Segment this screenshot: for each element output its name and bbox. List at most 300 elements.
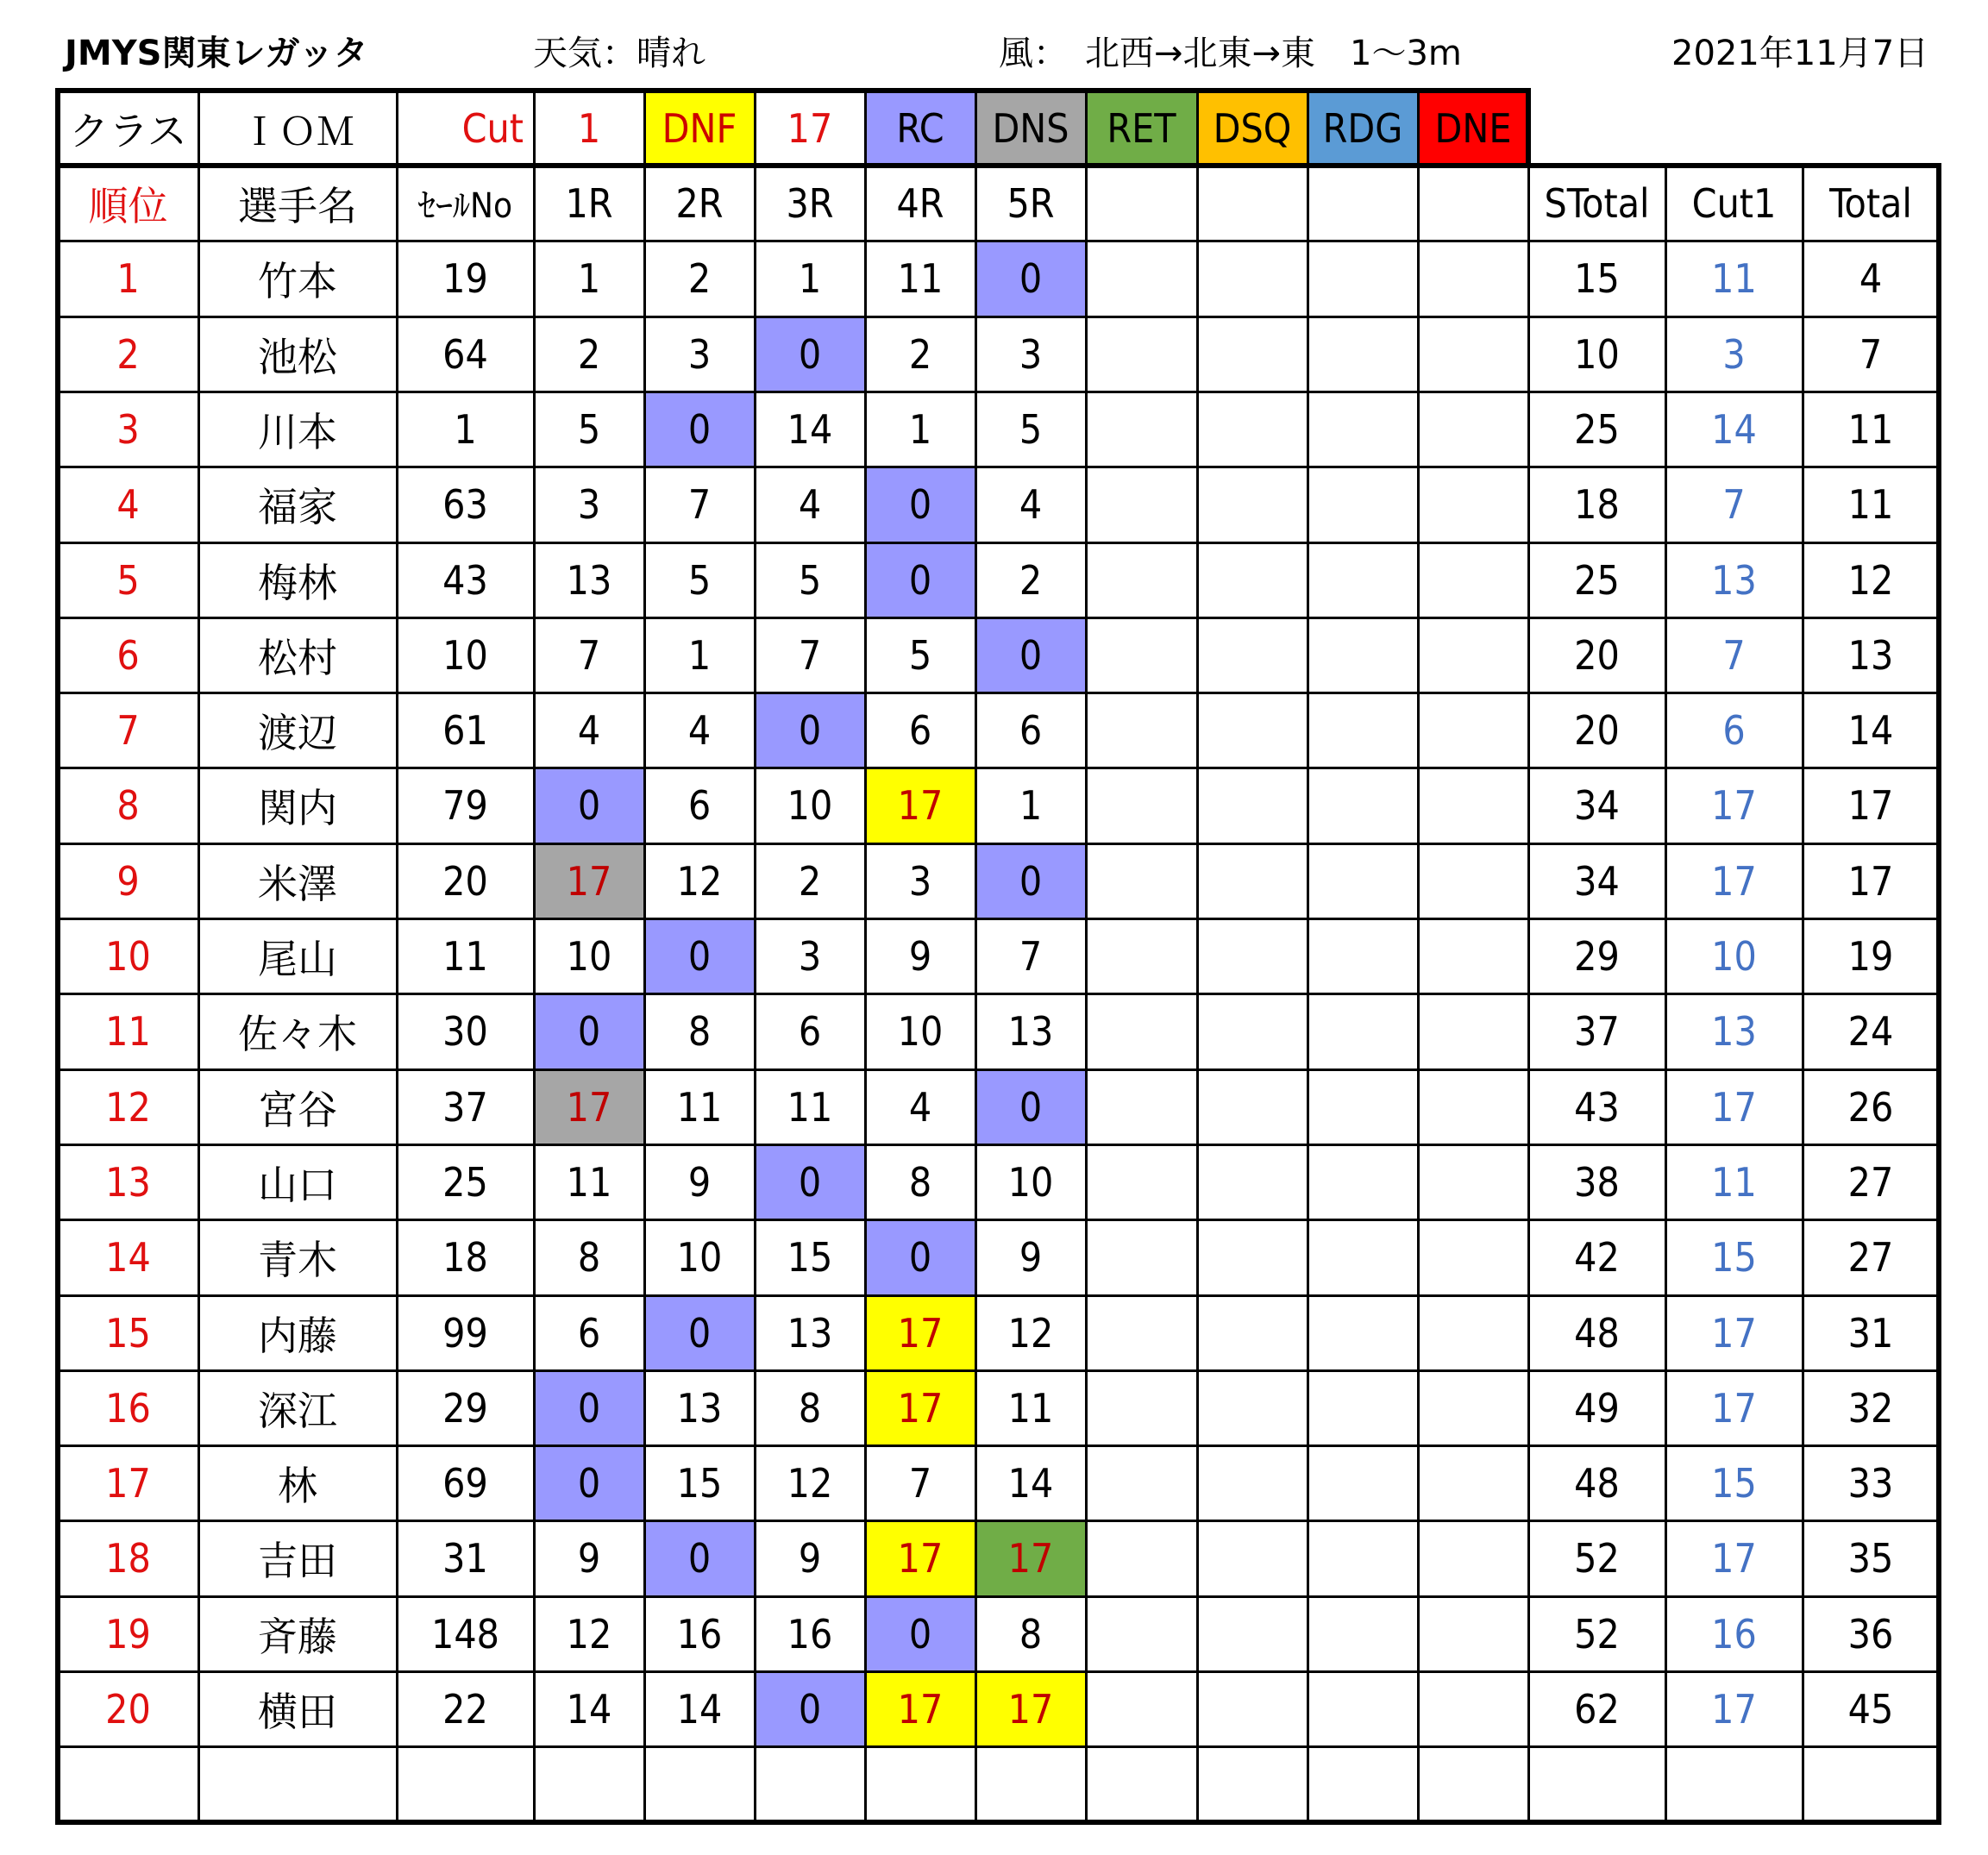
race-score-4: 1 xyxy=(908,405,932,453)
race-score-5: 7 xyxy=(1019,932,1043,980)
cut1-cell: 15 xyxy=(1711,1459,1757,1507)
rank-cell: 5 xyxy=(116,556,140,604)
empty-race-cell xyxy=(1086,316,1197,392)
race-score-5: 4 xyxy=(1019,481,1043,528)
total-cell: 19 xyxy=(1847,932,1894,980)
sail-number: 1 xyxy=(454,405,477,453)
total-cell: 17 xyxy=(1847,857,1894,905)
empty-race-cell xyxy=(1418,1671,1528,1746)
race-score-3: 11 xyxy=(787,1083,833,1131)
race-score-5: 17 xyxy=(975,1520,1086,1596)
cut-label: Cut xyxy=(461,104,524,152)
rank-cell: 15 xyxy=(105,1309,151,1357)
empty-race-cell xyxy=(1308,918,1418,993)
race-score-3: 9 xyxy=(798,1535,822,1582)
legend-divider xyxy=(1085,91,1088,166)
sail-number: 18 xyxy=(442,1234,488,1281)
cut1-cell: 15 xyxy=(1711,1234,1757,1281)
race-score-3: 0 xyxy=(755,316,865,392)
race-score-3: 13 xyxy=(787,1309,833,1357)
empty-race-cell xyxy=(1418,241,1528,316)
empty-race-cell xyxy=(1418,1445,1528,1520)
race-score-2: 12 xyxy=(676,857,723,905)
race-score-3: 7 xyxy=(798,631,822,679)
sail-number: 64 xyxy=(442,330,488,378)
race-score-4: 0 xyxy=(865,542,975,617)
weather-info: 天気：晴れ xyxy=(533,34,706,73)
race-score-5: 10 xyxy=(1007,1158,1054,1206)
empty-race-cell xyxy=(1418,768,1528,843)
race-score-1: 12 xyxy=(566,1610,612,1658)
column-divider xyxy=(643,166,646,1822)
race-score-5: 1 xyxy=(1019,782,1043,829)
sail-number: 11 xyxy=(442,932,488,980)
row-divider xyxy=(55,1069,1941,1071)
rank-cell: 2 xyxy=(116,330,140,378)
sailor-name: 佐々木 xyxy=(238,1011,357,1057)
empty-race-cell xyxy=(1418,316,1528,392)
stotal-cell: 20 xyxy=(1574,631,1620,679)
race-score-5: 11 xyxy=(1007,1384,1054,1432)
empty-race-cell xyxy=(1197,316,1308,392)
race-score-1: 14 xyxy=(566,1685,612,1733)
empty-race-cell xyxy=(1308,241,1418,316)
empty-race-cell xyxy=(1197,1671,1308,1746)
column-header-14: Cut1 xyxy=(1691,179,1777,227)
empty-race-cell xyxy=(1086,241,1197,316)
empty-race-cell xyxy=(1308,1370,1418,1445)
stotal-cell: 15 xyxy=(1574,255,1620,302)
race-score-5: 0 xyxy=(975,1069,1086,1144)
empty-race-cell xyxy=(1086,1219,1197,1295)
column-divider xyxy=(754,166,756,1822)
sailor-name: 斉藤 xyxy=(258,1613,337,1660)
stotal-cell: 48 xyxy=(1574,1459,1620,1507)
race-score-2: 15 xyxy=(676,1459,723,1507)
sail-number: 43 xyxy=(442,556,488,604)
rank-cell: 6 xyxy=(116,631,140,679)
total-cell: 17 xyxy=(1847,782,1894,829)
race-score-1: 7 xyxy=(577,631,601,679)
race-score-2: 2 xyxy=(687,255,712,302)
empty-race-cell xyxy=(1308,316,1418,392)
cut1-cell: 17 xyxy=(1711,782,1757,829)
empty-race-cell xyxy=(1197,993,1308,1069)
race-score-4: 0 xyxy=(865,1596,975,1671)
empty-race-cell xyxy=(1086,617,1197,692)
row-divider xyxy=(55,1445,1941,1447)
column-header-4: 1R xyxy=(565,179,613,227)
race-score-2: 6 xyxy=(687,782,712,829)
total-cell: 35 xyxy=(1847,1535,1894,1582)
total-cell: 36 xyxy=(1847,1610,1894,1658)
race-score-3: 3 xyxy=(798,932,822,980)
column-divider xyxy=(864,166,867,1822)
race-score-5: 17 xyxy=(975,1671,1086,1746)
legend-code-1: DNF xyxy=(644,91,755,166)
race-score-2: 9 xyxy=(687,1158,712,1206)
empty-race-cell xyxy=(1086,1520,1197,1596)
empty-race-cell xyxy=(1197,467,1308,542)
race-score-2: 14 xyxy=(676,1685,723,1733)
legend-divider xyxy=(533,91,536,166)
row-divider xyxy=(55,1144,1941,1146)
empty-race-cell xyxy=(1308,542,1418,617)
stotal-cell: 52 xyxy=(1574,1535,1620,1582)
total-cell: 11 xyxy=(1847,405,1894,453)
sailor-name: 山口 xyxy=(258,1161,337,1208)
empty-race-cell xyxy=(1418,918,1528,993)
rank-cell: 18 xyxy=(105,1535,151,1582)
cut1-cell: 17 xyxy=(1711,1309,1757,1357)
sail-number: 69 xyxy=(442,1459,488,1507)
column-header-3: ｾｰﾙNo xyxy=(418,186,512,227)
total-cell: 4 xyxy=(1859,255,1883,302)
empty-race-cell xyxy=(1418,692,1528,768)
legend-divider xyxy=(396,91,398,166)
rank-cell: 16 xyxy=(105,1384,151,1432)
empty-race-cell xyxy=(1197,1596,1308,1671)
rank-cell: 20 xyxy=(105,1685,151,1733)
total-cell: 27 xyxy=(1847,1158,1894,1206)
empty-race-cell xyxy=(1418,392,1528,467)
stotal-cell: 34 xyxy=(1574,857,1620,905)
cut1-cell: 17 xyxy=(1711,1384,1757,1432)
cut1-cell: 7 xyxy=(1722,481,1746,528)
row-divider xyxy=(55,993,1941,995)
race-score-1: 17 xyxy=(534,1069,644,1144)
sail-number: 29 xyxy=(442,1384,488,1432)
race-score-1: 6 xyxy=(577,1309,601,1357)
stotal-cell: 37 xyxy=(1574,1008,1620,1055)
race-score-3: 0 xyxy=(755,1671,865,1746)
sail-number: 37 xyxy=(442,1083,488,1131)
total-cell: 26 xyxy=(1847,1083,1894,1131)
cut1-cell: 17 xyxy=(1711,1535,1757,1582)
race-score-4: 17 xyxy=(865,1370,975,1445)
row-divider xyxy=(55,918,1941,920)
legend-code-2: 17 xyxy=(755,91,865,166)
column-header-5: 2R xyxy=(675,179,724,227)
row-divider xyxy=(55,1820,1941,1825)
sailor-name: 内藤 xyxy=(258,1312,337,1359)
total-cell: 24 xyxy=(1847,1008,1894,1055)
race-score-1: 8 xyxy=(577,1234,601,1281)
sailor-name: 梅林 xyxy=(258,559,337,606)
column-header-9 xyxy=(1086,166,1197,241)
cut1-cell: 16 xyxy=(1711,1610,1757,1658)
cut1-cell: 14 xyxy=(1711,405,1757,453)
empty-race-cell xyxy=(1197,843,1308,918)
stotal-cell: 43 xyxy=(1574,1083,1620,1131)
sailor-name: 吉田 xyxy=(258,1538,337,1584)
empty-race-cell xyxy=(1308,1069,1418,1144)
cut1-cell: 17 xyxy=(1711,1083,1757,1131)
empty-race-cell xyxy=(1418,843,1528,918)
empty-race-cell xyxy=(1418,1219,1528,1295)
race-score-3: 15 xyxy=(787,1234,833,1281)
legend-divider xyxy=(1307,91,1309,166)
column-divider xyxy=(1307,166,1309,1822)
empty-race-cell xyxy=(1308,392,1418,467)
empty-race-cell xyxy=(1197,1520,1308,1596)
race-score-3: 0 xyxy=(755,692,865,768)
wind-info: 風： 北西→北東→東 1～3m xyxy=(999,34,1462,73)
total-cell: 33 xyxy=(1847,1459,1894,1507)
column-divider xyxy=(1527,166,1530,1822)
race-score-1: 11 xyxy=(566,1158,612,1206)
race-score-2: 5 xyxy=(687,556,712,604)
rank-cell: 10 xyxy=(105,932,151,980)
rank-cell: 3 xyxy=(116,405,140,453)
cut1-cell: 3 xyxy=(1722,330,1746,378)
column-header-7: 4R xyxy=(896,179,944,227)
empty-race-cell xyxy=(1197,1445,1308,1520)
race-score-2: 0 xyxy=(644,1295,755,1370)
race-score-3: 6 xyxy=(798,1008,822,1055)
cut1-cell: 17 xyxy=(1711,1685,1757,1733)
total-cell: 14 xyxy=(1847,706,1894,754)
rank-cell: 12 xyxy=(105,1083,151,1131)
race-score-5: 6 xyxy=(1019,706,1043,754)
row-divider xyxy=(55,1219,1941,1221)
empty-race-cell xyxy=(1197,1144,1308,1219)
column-header-13: STotal xyxy=(1544,179,1650,227)
row-divider xyxy=(55,163,1941,168)
race-score-2: 1 xyxy=(687,631,712,679)
legend-divider xyxy=(754,91,756,166)
cut1-cell: 17 xyxy=(1711,857,1757,905)
race-score-3: 5 xyxy=(798,556,822,604)
race-score-4: 6 xyxy=(908,706,932,754)
total-cell: 32 xyxy=(1847,1384,1894,1432)
empty-race-cell xyxy=(1308,1445,1418,1520)
legend-code-7: RDG xyxy=(1308,91,1418,166)
row-divider xyxy=(55,316,1941,318)
column-divider xyxy=(198,166,200,1822)
race-score-5: 5 xyxy=(1019,405,1043,453)
race-score-1: 2 xyxy=(577,330,601,378)
sailor-name: 池松 xyxy=(258,333,337,380)
empty-race-cell xyxy=(1308,1295,1418,1370)
cut-value: 1 xyxy=(577,104,601,152)
stotal-cell: 10 xyxy=(1574,330,1620,378)
sail-number: 148 xyxy=(431,1610,499,1658)
cut1-cell: 6 xyxy=(1722,706,1746,754)
empty-race-cell xyxy=(1086,1144,1197,1219)
cut1-cell: 7 xyxy=(1722,631,1746,679)
rank-cell: 9 xyxy=(116,857,140,905)
row-divider xyxy=(55,240,1941,242)
row-divider xyxy=(55,1520,1941,1522)
race-score-1: 10 xyxy=(566,932,612,980)
stotal-cell: 62 xyxy=(1574,1685,1620,1733)
sailor-name: 竹本 xyxy=(258,258,337,304)
race-score-1: 0 xyxy=(534,993,644,1069)
rank-cell: 13 xyxy=(105,1158,151,1206)
race-score-1: 5 xyxy=(577,405,601,453)
empty-race-cell xyxy=(1197,617,1308,692)
race-score-1: 3 xyxy=(577,481,601,528)
stotal-cell: 48 xyxy=(1574,1309,1620,1357)
sailor-name: 渡辺 xyxy=(258,709,337,756)
empty-race-cell xyxy=(1197,542,1308,617)
cut1-cell: 10 xyxy=(1711,932,1757,980)
column-divider xyxy=(533,166,536,1822)
empty-race-cell xyxy=(1086,768,1197,843)
empty-race-cell xyxy=(1418,617,1528,692)
row-divider xyxy=(55,843,1941,845)
rank-cell: 7 xyxy=(116,706,140,754)
race-score-1: 1 xyxy=(577,255,601,302)
race-score-4: 4 xyxy=(908,1083,932,1131)
race-score-5: 3 xyxy=(1019,330,1043,378)
empty-race-cell xyxy=(1197,1370,1308,1445)
rank-cell: 11 xyxy=(105,1008,151,1055)
empty-race-cell xyxy=(1197,1295,1308,1370)
sailor-name: 宮谷 xyxy=(258,1086,337,1133)
row-divider xyxy=(55,466,1941,468)
empty-race-cell xyxy=(1418,1069,1528,1144)
row-divider xyxy=(55,542,1941,544)
sailor-name: 林 xyxy=(278,1462,317,1509)
rank-cell: 8 xyxy=(116,782,140,829)
empty-race-cell xyxy=(1086,1596,1197,1671)
column-divider xyxy=(1665,166,1667,1822)
empty-race-cell xyxy=(1418,993,1528,1069)
sail-number: 99 xyxy=(442,1309,488,1357)
total-cell: 45 xyxy=(1847,1685,1894,1733)
empty-race-cell xyxy=(1086,918,1197,993)
legend-divider xyxy=(1526,91,1531,166)
empty-race-cell xyxy=(1086,467,1197,542)
sail-number: 31 xyxy=(442,1535,488,1582)
empty-race-cell xyxy=(1086,1069,1197,1144)
race-score-3: 8 xyxy=(798,1384,822,1432)
sailor-name: 松村 xyxy=(258,634,337,681)
column-divider xyxy=(975,166,977,1822)
legend-divider xyxy=(198,91,200,166)
race-score-1: 13 xyxy=(566,556,612,604)
stotal-cell: 25 xyxy=(1574,405,1620,453)
row-divider xyxy=(55,692,1941,694)
sailor-name: 川本 xyxy=(258,408,337,455)
empty-race-cell xyxy=(1308,1596,1418,1671)
race-score-2: 4 xyxy=(687,706,712,754)
cut1-cell: 11 xyxy=(1711,255,1757,302)
race-score-4: 17 xyxy=(865,1520,975,1596)
race-score-2: 0 xyxy=(644,918,755,993)
race-score-3: 4 xyxy=(798,481,822,528)
empty-race-cell xyxy=(1308,1520,1418,1596)
race-score-3: 2 xyxy=(798,857,822,905)
column-divider xyxy=(396,166,398,1822)
row-divider xyxy=(55,1745,1941,1748)
cut1-cell: 11 xyxy=(1711,1158,1757,1206)
stotal-cell: 52 xyxy=(1574,1610,1620,1658)
race-score-2: 8 xyxy=(687,1008,712,1055)
legend-code-3: RC xyxy=(865,91,975,166)
race-score-4: 17 xyxy=(865,768,975,843)
stotal-cell: 38 xyxy=(1574,1158,1620,1206)
sailor-name: 横田 xyxy=(258,1688,337,1735)
class-value: ＩＯＭ xyxy=(241,110,354,154)
total-cell: 12 xyxy=(1847,556,1894,604)
race-score-5: 12 xyxy=(1007,1309,1054,1357)
race-score-5: 13 xyxy=(1007,1008,1054,1055)
race-score-5: 9 xyxy=(1019,1234,1043,1281)
race-score-4: 0 xyxy=(865,1219,975,1295)
empty-race-cell xyxy=(1418,542,1528,617)
race-score-4: 3 xyxy=(908,857,932,905)
empty-race-cell xyxy=(1086,1445,1197,1520)
sailor-name: 関内 xyxy=(258,785,337,831)
race-score-4: 17 xyxy=(865,1671,975,1746)
column-divider xyxy=(1085,166,1088,1822)
race-score-4: 17 xyxy=(865,1295,975,1370)
empty-race-cell xyxy=(1197,692,1308,768)
empty-race-cell xyxy=(1086,692,1197,768)
total-cell: 31 xyxy=(1847,1309,1894,1357)
race-score-5: 0 xyxy=(975,843,1086,918)
empty-race-cell xyxy=(1308,993,1418,1069)
sail-number: 25 xyxy=(442,1158,488,1206)
empty-race-cell xyxy=(1197,1069,1308,1144)
race-score-4: 5 xyxy=(908,631,932,679)
legend-divider xyxy=(975,91,977,166)
legend-divider xyxy=(1196,91,1199,166)
race-score-2: 0 xyxy=(644,1520,755,1596)
race-score-3: 1 xyxy=(798,255,822,302)
race-score-5: 14 xyxy=(1007,1459,1054,1507)
race-score-5: 2 xyxy=(1019,556,1043,604)
stotal-cell: 29 xyxy=(1574,932,1620,980)
sail-number: 20 xyxy=(442,857,488,905)
rank-cell: 4 xyxy=(116,481,140,528)
race-score-2: 0 xyxy=(644,392,755,467)
legend-code-4: DNS xyxy=(975,91,1086,166)
race-score-3: 14 xyxy=(787,405,833,453)
sail-number: 79 xyxy=(442,782,488,829)
race-score-4: 10 xyxy=(897,1008,944,1055)
sail-number: 63 xyxy=(442,481,488,528)
sailor-name: 米澤 xyxy=(258,860,337,907)
race-score-1: 0 xyxy=(534,1370,644,1445)
total-cell: 13 xyxy=(1847,631,1894,679)
race-score-3: 16 xyxy=(787,1610,833,1658)
sail-number: 30 xyxy=(442,1008,488,1055)
sailor-name: 青木 xyxy=(258,1237,337,1283)
rank-cell: 17 xyxy=(105,1459,151,1507)
row-divider xyxy=(55,391,1941,393)
total-cell: 7 xyxy=(1859,330,1883,378)
sailor-name: 尾山 xyxy=(258,935,337,982)
column-header-1: 順位 xyxy=(88,182,168,229)
empty-race-cell xyxy=(1308,617,1418,692)
race-score-5: 0 xyxy=(975,241,1086,316)
empty-race-cell xyxy=(1308,843,1418,918)
race-score-2: 11 xyxy=(676,1083,723,1131)
empty-race-cell xyxy=(1197,241,1308,316)
race-score-2: 13 xyxy=(676,1384,723,1432)
empty-race-cell xyxy=(1418,1520,1528,1596)
column-divider xyxy=(1936,166,1941,1822)
empty-race-cell xyxy=(1086,1295,1197,1370)
empty-race-cell xyxy=(1308,692,1418,768)
race-score-4: 2 xyxy=(908,330,932,378)
empty-race-cell xyxy=(1308,467,1418,542)
legend-code-6: DSQ xyxy=(1197,91,1308,166)
